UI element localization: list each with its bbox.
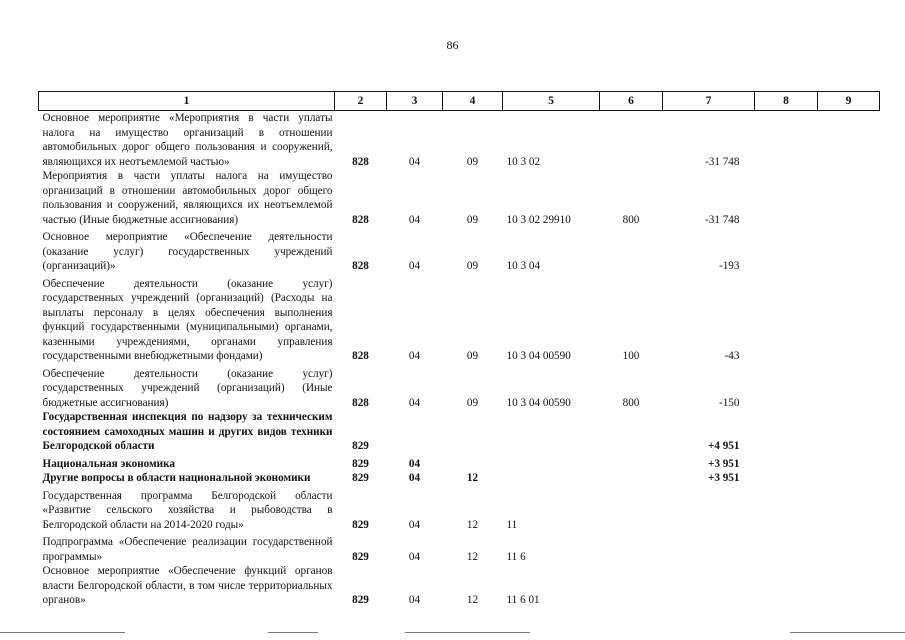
row-subsection: 12 — [466, 472, 479, 484]
row-section: 04 — [408, 396, 421, 409]
row-expense-type: 800 — [622, 396, 640, 409]
table-row — [39, 274, 880, 364]
page-number: 86 — [446, 38, 459, 52]
row-target-article: 11 6 — [506, 550, 526, 563]
footer-rule-center — [268, 632, 318, 633]
row-col-8 — [755, 486, 818, 533]
row-target-article: 10 3 04 — [506, 260, 541, 272]
row-description: Подпрограмма «Обеспечение реализации государственной программы» — [42, 536, 333, 563]
row-section: 04 — [408, 213, 421, 226]
row-section: 04 — [408, 594, 421, 606]
row-target-article: 11 — [506, 518, 518, 531]
row-amount — [663, 486, 755, 533]
row-section — [387, 410, 443, 454]
row-col-8 — [755, 410, 818, 454]
row-col-8 — [755, 111, 818, 170]
row-section: 04 — [408, 550, 421, 563]
row-amount: +3 951 — [707, 457, 740, 470]
row-subsection: 09 — [466, 260, 479, 272]
row-expense-type — [600, 471, 663, 486]
row-col-9 — [818, 454, 880, 472]
table-body — [39, 111, 880, 608]
row-col-9 — [818, 471, 880, 486]
row-section: 04 — [408, 260, 421, 272]
row-expense-type — [600, 454, 663, 472]
row-target-article: 10 3 04 00590 — [506, 350, 571, 362]
row-admin-code: 828 — [352, 213, 369, 226]
row-col-8 — [755, 564, 818, 608]
row-description: Национальная экономика — [42, 457, 175, 470]
row-description: Основное мероприятие «Обеспечение функций органов власти Белгородской области, в том числе территориальных органов» — [42, 565, 333, 606]
row-col-9 — [818, 532, 880, 564]
row-col-8 — [755, 532, 818, 564]
row-admin-code: 829 — [352, 594, 369, 606]
row-col-8 — [755, 454, 818, 472]
row-expense-type: 800 — [622, 213, 640, 226]
table-row — [39, 410, 880, 454]
row-subsection: 09 — [466, 213, 479, 226]
row-admin-code: 829 — [352, 518, 369, 531]
row-target-article: 10 3 02 — [506, 155, 541, 168]
row-expense-type — [600, 227, 663, 274]
row-target-article — [503, 471, 600, 486]
header-col-7: 7 — [663, 92, 755, 111]
row-target-article: 10 3 02 29910 — [506, 213, 571, 226]
row-admin-code: 829 — [352, 440, 369, 452]
row-amount: -31 748 — [705, 213, 740, 226]
row-expense-type — [600, 532, 663, 564]
row-target-article — [503, 454, 600, 472]
row-description: Обеспечение деятельности (оказание услуг) государственных учреждений (организаций) (Расходы на выплаты персоналу в целях обеспечения выполнения функций государственными (муниципальными) органами, казенными учреждениями, органами управления государственными внебюджетными фондами) — [42, 277, 333, 362]
table-row — [39, 454, 880, 472]
row-admin-code: 829 — [352, 457, 369, 470]
row-subsection: 12 — [466, 550, 479, 563]
header-col-1: 1 — [39, 92, 335, 111]
row-amount: +4 951 — [707, 440, 740, 452]
row-col-9 — [818, 111, 880, 170]
row-target-article — [503, 410, 600, 454]
table-row — [39, 111, 880, 170]
row-amount — [663, 532, 755, 564]
row-col-9 — [818, 169, 880, 227]
row-col-8 — [755, 227, 818, 274]
header-col-5: 5 — [503, 92, 600, 111]
row-section: 04 — [408, 155, 421, 168]
header-col-4: 4 — [443, 92, 503, 111]
row-expense-type — [600, 564, 663, 608]
row-section: 04 — [408, 472, 421, 484]
row-col-9 — [818, 274, 880, 364]
row-col-9 — [818, 227, 880, 274]
row-subsection: 09 — [466, 396, 479, 409]
table-header — [39, 92, 880, 111]
row-section: 04 — [408, 518, 421, 531]
row-amount: -193 — [718, 260, 740, 272]
header-row — [39, 92, 880, 111]
row-description: Государственная программа Белгородской области «Развитие сельского хозяйства и рыбоводства в Белгородской области на 2014-2020 годы» — [42, 489, 333, 531]
row-admin-code: 829 — [352, 550, 369, 563]
table-row — [39, 532, 880, 564]
row-description: Основное мероприятие «Обеспечение деятельности (оказание услуг) государственных учреждений (организаций)» — [42, 231, 333, 272]
row-amount: -31 748 — [705, 155, 740, 168]
header-col-6: 6 — [600, 92, 663, 111]
table-row — [39, 471, 880, 486]
row-col-8 — [755, 364, 818, 411]
table-row — [39, 486, 880, 533]
row-subsection — [443, 410, 503, 454]
row-amount: -150 — [718, 396, 740, 409]
row-subsection: 12 — [466, 518, 479, 531]
table-row — [39, 227, 880, 274]
table-row — [39, 169, 880, 227]
row-section: 04 — [408, 457, 421, 470]
row-col-9 — [818, 410, 880, 454]
row-expense-type: 100 — [622, 350, 640, 362]
row-description: Мероприятия в части уплаты налога на имущество организаций в отношении автомобильных дорог общего пользования и сооружений, являющихся их неотъемлемой частью (Иные бюджетные ассигнования) — [42, 170, 333, 226]
row-target-article: 10 3 04 00590 — [506, 396, 571, 409]
row-description: Обеспечение деятельности (оказание услуг) государственных учреждений (организаций) (Иные бюджетные ассигнования) — [42, 367, 333, 409]
row-expense-type — [600, 410, 663, 454]
row-amount: -43 — [724, 350, 740, 362]
header-col-9: 9 — [818, 92, 880, 111]
row-col-9 — [818, 364, 880, 411]
row-subsection: 09 — [466, 155, 479, 168]
row-section: 04 — [408, 350, 421, 362]
row-admin-code: 828 — [352, 155, 369, 168]
row-subsection: 12 — [466, 594, 479, 606]
row-amount: +3 951 — [707, 472, 740, 484]
header-col-8: 8 — [755, 92, 818, 111]
row-expense-type — [600, 111, 663, 170]
footer-rule-right — [790, 632, 905, 633]
header-col-3: 3 — [387, 92, 443, 111]
row-expense-type — [600, 486, 663, 533]
row-col-8 — [755, 274, 818, 364]
budget-table — [38, 91, 880, 608]
footer-rule-center-right — [405, 632, 530, 633]
row-col-8 — [755, 471, 818, 486]
table-row — [39, 564, 880, 608]
row-amount — [663, 564, 755, 608]
row-admin-code: 828 — [352, 260, 369, 272]
row-description: Основное мероприятие «Мероприятия в части уплаты налога на имущество организаций в отношении автомобильных дорог общего пользования и сооружений, являющихся их неотъемлемой частью» — [42, 112, 333, 168]
row-subsection: 09 — [466, 350, 479, 362]
row-admin-code: 828 — [352, 350, 369, 362]
footer-rule-left — [0, 632, 125, 633]
table-row — [39, 364, 880, 411]
row-target-article: 11 6 01 — [506, 594, 540, 606]
row-admin-code: 828 — [352, 396, 369, 409]
row-description: Другие вопросы в области национальной экономики — [42, 472, 311, 484]
row-description: Государственная инспекция по надзору за техническим состоянием самоходных машин и других видов техники Белгородской области — [42, 411, 333, 452]
row-col-8 — [755, 169, 818, 227]
row-subsection — [443, 454, 503, 472]
row-admin-code: 829 — [352, 472, 369, 484]
header-col-2: 2 — [335, 92, 387, 111]
row-col-9 — [818, 564, 880, 608]
row-col-9 — [818, 486, 880, 533]
